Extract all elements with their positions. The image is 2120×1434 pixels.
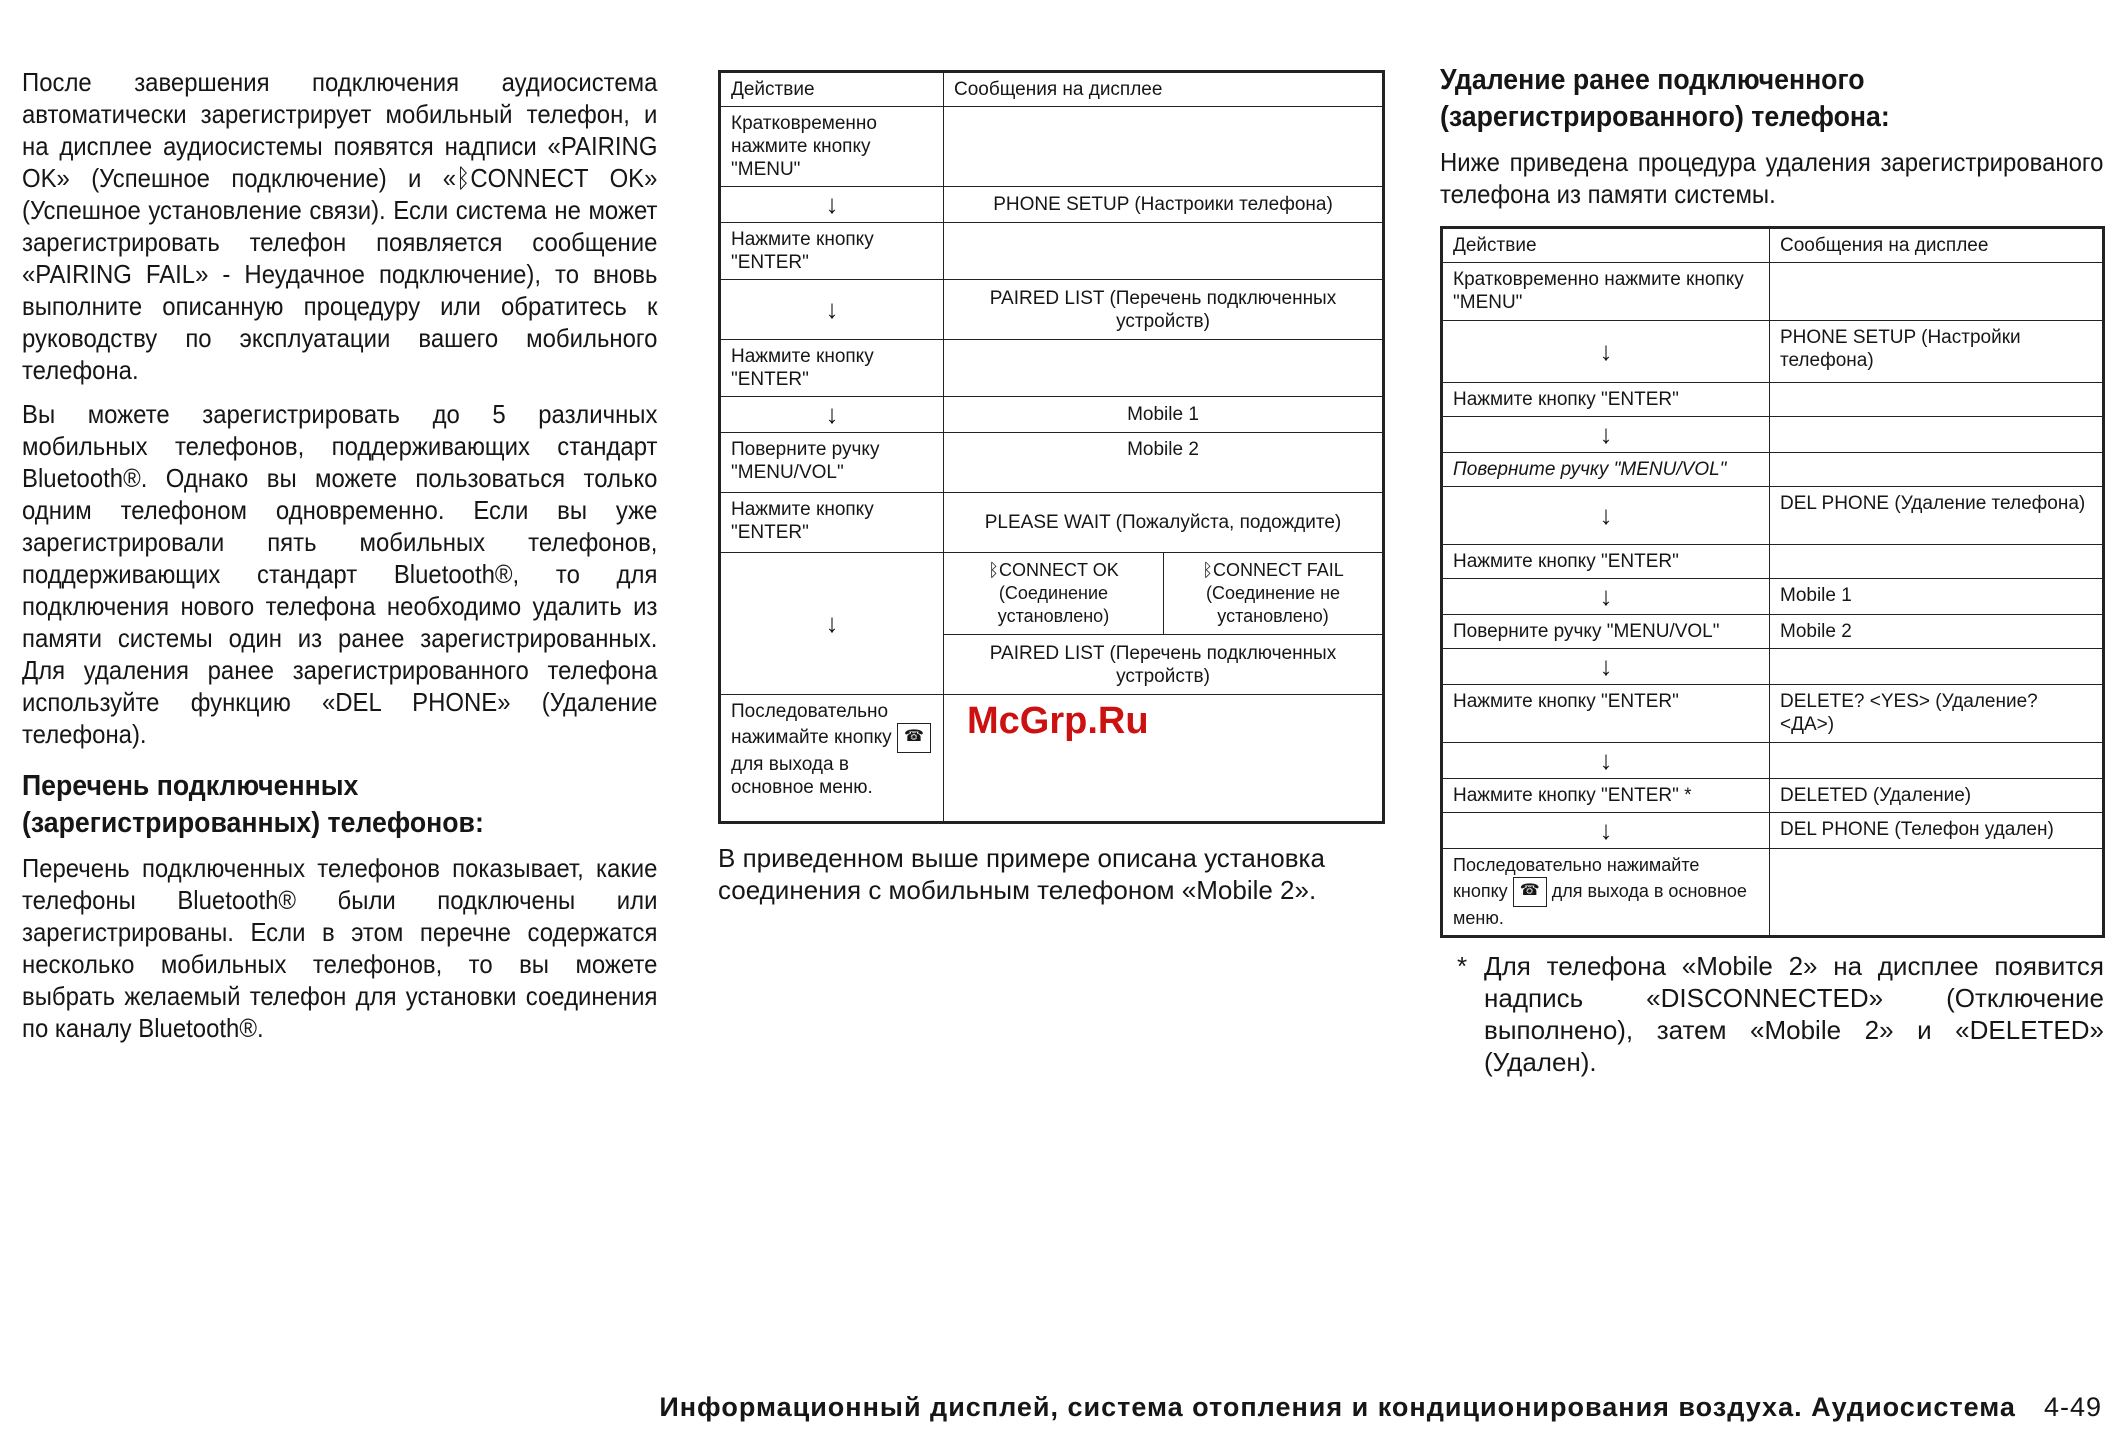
table-cell [1770, 849, 2104, 937]
phone-hangup-icon: ☎ [897, 723, 931, 753]
table-cell [1770, 263, 2104, 321]
table-cell: Mobile 2 [944, 433, 1384, 493]
table-cell [1770, 417, 2104, 453]
table-cell [944, 340, 1384, 397]
delete-procedure-table [1440, 226, 2105, 938]
table-cell: Кратковременно нажмите кнопку "MENU" [1442, 263, 1770, 321]
table-cell: PHONE SETUP (Настройки телефона) [1770, 321, 2104, 383]
paragraph-limit: Вы можете зарегистрировать до 5 различных мобильных телефонов, поддерживающих стандарт Bluetooth®. Однако вы можете пользоваться только одним телефоном одновременно. Если вы уже зарегистрировали пять мобильных телефонов, поддерживающих стандарт Bluetooth®, то для подключения нового телефона необходимо удалить из памяти системы один из ранее зарегистрированных. Для удаления ранее зарегистрированного телефона используйте функцию «DEL PHONE» (Удаление телефона). [22, 399, 658, 749]
page-number: 4-49 [2043, 1392, 2102, 1422]
table-cell: Нажмите кнопку "ENTER" [1442, 383, 1770, 417]
arrow-down-icon: ↓ [1442, 321, 1770, 383]
table-cell: PHONE SETUP (Настроики телефона) [944, 187, 1384, 223]
table-cell [1770, 649, 2104, 685]
arrow-down-icon: ↓ [720, 397, 944, 433]
table-cell: Нажмите кнопку "ENTER" [720, 493, 944, 553]
table-cell [1770, 743, 2104, 779]
table-header-display: Сообщения на дисплее [944, 72, 1384, 107]
table-header-action: Действие [720, 72, 944, 107]
table-cell: Mobile 1 [944, 397, 1384, 433]
table-cell: Поверните ручку "MENU/VOL" [1442, 615, 1770, 649]
table-cell [1770, 453, 2104, 487]
middle-column [718, 70, 1384, 918]
table-cell: DEL PHONE (Удаление телефона) [1770, 487, 2104, 545]
table-cell [944, 223, 1384, 280]
heading-delete-phone: Удаление ранее подключенного (зарегистрированного) телефона: [1440, 64, 1890, 133]
table-header-action: Действие [1442, 228, 1770, 263]
phone-hangup-icon: ☎ [1513, 877, 1547, 907]
left-column [22, 66, 658, 1056]
right-column [1440, 62, 2104, 1078]
table-header-display: Сообщения на дисплее [1770, 228, 2104, 263]
footnote [1440, 950, 2104, 1078]
table-cell: Поверните ручку "MENU/VOL" [1442, 453, 1770, 487]
arrow-down-icon: ↓ [1442, 417, 1770, 453]
table-cell: PAIRED LIST (Перечень подключенных устройств) [944, 635, 1384, 695]
watermark-logo: McGrp.Ru [967, 700, 1149, 742]
table-cell: Нажмите кнопку "ENTER" * [1442, 779, 1770, 813]
footer-title: Информационный дисплей, система отопления и кондиционирования воздуха. Аудиосистема [659, 1392, 2016, 1422]
page-footer [659, 1392, 2102, 1423]
table-cell: Последовательно нажимайте кнопку ☎ для выхода в основное меню. [1442, 849, 1770, 937]
table-cell [1770, 545, 2104, 579]
table-cell: Нажмите кнопку "ENTER" [720, 223, 944, 280]
connect-caption: В приведенном выше примере описана установка соединения с мобильным телефоном «Mobile 2». [718, 843, 1325, 905]
table-cell: Последовательно нажимайте кнопку ☎ для выхода в основное меню. [720, 695, 944, 823]
table-cell [944, 107, 1384, 187]
table-cell-connect-ok: ᛒCONNECT OK (Соединение установлено) [944, 553, 1164, 635]
delete-intro: Ниже приведена процедура удаления зарегистрированого телефона из памяти системы. [1440, 147, 2104, 209]
paragraph-pairing: После завершения подключения аудиосистема автоматически зарегистрирует мобильный телефон, и на дисплее аудиосистемы появятся надписи «PAIRING OK» (Успешное подключение) и «ᛒCONNECT OK» (Успешное установление связи). Если система не может зарегистрировать телефон появляется сообщение «PAIRING FAIL» - Неудачное подключение), то вновь выполните описанную процедуру или обратитесь к руководству по эксплуатации вашего мобильного телефона. [22, 67, 658, 385]
table-cell: DEL PHONE (Телефон удален) [1770, 813, 2104, 849]
table-cell: DELETE? <YES> (Удаление? <ДА>) [1770, 685, 2104, 743]
table-cell: Нажмите кнопку "ENTER" [720, 340, 944, 397]
arrow-down-icon: ↓ [1442, 813, 1770, 849]
footnote-text: Для телефона «Mobile 2» на дисплее появится надпись «DISCONNECTED» (Отключение выполнено), затем «Mobile 2» и «DELETED» (Удален). [1484, 951, 2104, 1077]
table-cell: DELETED (Удаление) [1770, 779, 2104, 813]
paragraph-paired-list: Перечень подключенных телефонов показывает, какие телефоны Bluetooth® были подключены или зарегистрированы. Если в этом перечне содержатся несколько мобильных телефонов, то вы можете выбрать желаемый телефон для установки соединения по каналу Bluetooth®. [22, 853, 658, 1043]
arrow-down-icon: ↓ [720, 187, 944, 223]
table-cell-connect-fail: ᛒCONNECT FAIL (Соединение не установлено) [1164, 553, 1384, 635]
arrow-down-icon: ↓ [1442, 579, 1770, 615]
footnote-mark: * [1456, 951, 1468, 981]
arrow-down-icon: ↓ [720, 553, 944, 695]
table-cell: Нажмите кнопку "ENTER" [1442, 545, 1770, 579]
table-cell [1770, 383, 2104, 417]
table-cell: PAIRED LIST (Перечень подключенных устройств) [944, 280, 1384, 340]
arrow-down-icon: ↓ [720, 280, 944, 340]
arrow-down-icon: ↓ [1442, 487, 1770, 545]
table-cell: Mobile 1 [1770, 579, 2104, 615]
heading-paired-list: Перечень подключенных (зарегистрированных) телефонов: [22, 770, 484, 839]
table-cell: Mobile 2 [1770, 615, 2104, 649]
arrow-down-icon: ↓ [1442, 649, 1770, 685]
table-cell: Нажмите кнопку "ENTER" [1442, 685, 1770, 743]
table-cell: PLEASE WAIT (Пожалуйста, подождите) [944, 493, 1384, 553]
table-cell: Кратковременно нажмите кнопку "MENU" [720, 107, 944, 187]
table-cell: Поверните ручку "MENU/VOL" [720, 433, 944, 493]
arrow-down-icon: ↓ [1442, 743, 1770, 779]
